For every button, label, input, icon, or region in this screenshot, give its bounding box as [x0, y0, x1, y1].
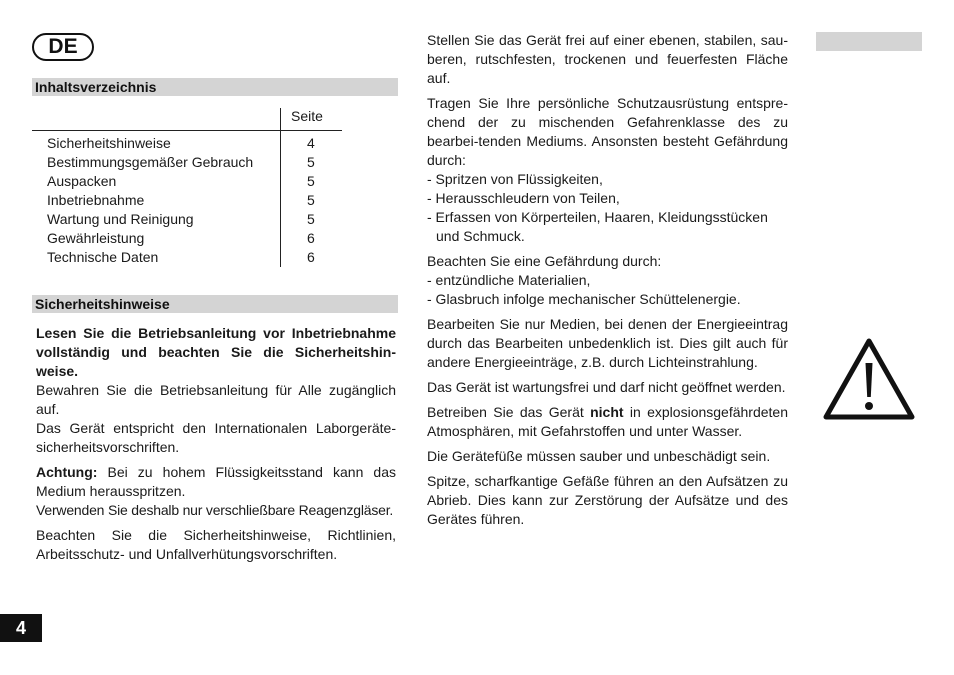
toc-item[interactable] — [47, 172, 332, 191]
safety-paragraph: Beachten Sie die Sicherheitshinweise, Richtlinien, Arbeitsschutz- und Unfallverhütungsvorschriften. — [36, 527, 396, 562]
toc-item[interactable] — [47, 229, 332, 248]
toc-item-label: Gewährleistung — [47, 230, 145, 246]
right-paragraph: Beachten Sie eine Gefährdung durch: — [427, 253, 662, 269]
safety-paragraph: Bewahren Sie die Betriebsanleitung für Alle zugänglich auf. — [36, 382, 396, 417]
toc-item-page: 5 — [307, 192, 315, 208]
page-number: 4 — [0, 614, 42, 642]
toc-page-column-label: Seite — [291, 108, 323, 124]
safety-attention — [36, 463, 396, 501]
list-item: - Herausschleudern von Teilen, — [427, 190, 620, 206]
right-paragraph — [427, 403, 788, 441]
safety-heading: Sicherheitshinweise — [32, 295, 398, 313]
right-paragraph: Stellen Sie das Gerät frei auf einer ebenen, stabilen, sau-beren, rutschfesten, trockenen und feuerfesten Fläche auf. — [427, 32, 788, 86]
toc-item-label: Wartung und Reinigung — [47, 211, 194, 227]
safety-text-column — [36, 324, 396, 564]
list-item: - entzündliche Materialien, — [427, 272, 591, 288]
toc-item-label: Technische Daten — [47, 249, 159, 265]
list-item: - Erfassen von Körperteilen, Haaren, Kleidungsstücken — [427, 209, 768, 225]
warning-triangle-icon — [822, 337, 916, 421]
safety-paragraph: Verwenden Sie deshalb nur verschließbare Reagenzgläser. — [36, 502, 394, 518]
toc-list — [47, 134, 332, 267]
list-item: - Glasbruch infolge mechanischer Schüttelenergie. — [427, 291, 741, 307]
safety-paragraph: Das Gerät entspricht den Internationalen Laborgeräte-sicherheitsvorschriften. — [36, 420, 396, 455]
right-paragraph: Spitze, scharfkantige Gefäße führen an den Aufsätzen zu Abrieb. Dies kann zur Zerstörung der Aufsätze und des Gerätes führen. — [427, 473, 788, 527]
toc-item-page: 5 — [307, 211, 315, 227]
toc-heading: Inhaltsverzeichnis — [32, 78, 398, 96]
text-run: in explosionsgefährdeten Atmosphären, mit Gefahrstoffen und unter Wasser. — [427, 404, 788, 439]
toc-item-page: 6 — [307, 230, 315, 246]
toc-item-page: 4 — [307, 135, 315, 151]
list-item: und Schmuck. — [436, 228, 525, 244]
emphasis-nicht: nicht — [590, 404, 624, 420]
toc-item-page: 5 — [307, 173, 315, 189]
margin-tab-bar — [816, 32, 922, 51]
toc-item-label: Auspacken — [47, 173, 117, 189]
attention-label: Achtung: — [36, 464, 98, 480]
hazard-list — [427, 271, 788, 309]
hazard-list — [427, 170, 788, 246]
toc-item[interactable] — [47, 191, 332, 210]
toc-item-page: 5 — [307, 154, 315, 170]
right-paragraph: Die Gerätefüße müssen sauber und unbeschädigt sein. — [427, 448, 771, 464]
right-paragraph: Das Gerät ist wartungsfrei und darf nicht geöffnet werden. — [427, 379, 786, 395]
toc-item-label: Bestimmungsgemäßer Gebrauch — [47, 154, 254, 170]
attention-text: Bei zu hohem Flüssigkeitsstand kann das Medium herausspritzen. — [36, 464, 396, 499]
toc-header-rule — [32, 130, 342, 131]
right-paragraph: Bearbeiten Sie nur Medien, bei denen der Energieeintrag durch das Bearbeiten unbedenklich ist. Dies gilt auch für andere Energieeinträge, z.B. durch Lichteinstrahlung. — [427, 316, 788, 370]
toc-item[interactable] — [47, 153, 332, 172]
list-item: - Spritzen von Flüssigkeiten, — [427, 171, 603, 187]
right-paragraph: Tragen Sie Ihre persönliche Schutzausrüstung entspre-chend der zu mischenden Gefahrenklasse des zu bearbei-tenden Mediums. Ansonsten besteht Gefährdung durch: — [427, 95, 788, 168]
toc-item-label: Inbetriebnahme — [47, 192, 145, 208]
language-badge: DE — [32, 33, 94, 61]
right-text-column — [427, 31, 788, 529]
text-run: Betreiben Sie das Gerät — [427, 404, 591, 420]
toc-item-page: 6 — [307, 249, 315, 265]
toc-item[interactable] — [47, 248, 332, 267]
safety-intro: Lesen Sie die Betriebsanleitung vor Inbetriebnahme vollständig und beachten Sie die Sicherheitshin-weise. — [36, 325, 396, 379]
toc-item[interactable] — [47, 210, 332, 229]
toc-item-label: Sicherheitshinweise — [47, 135, 171, 151]
toc-item[interactable] — [47, 134, 332, 153]
